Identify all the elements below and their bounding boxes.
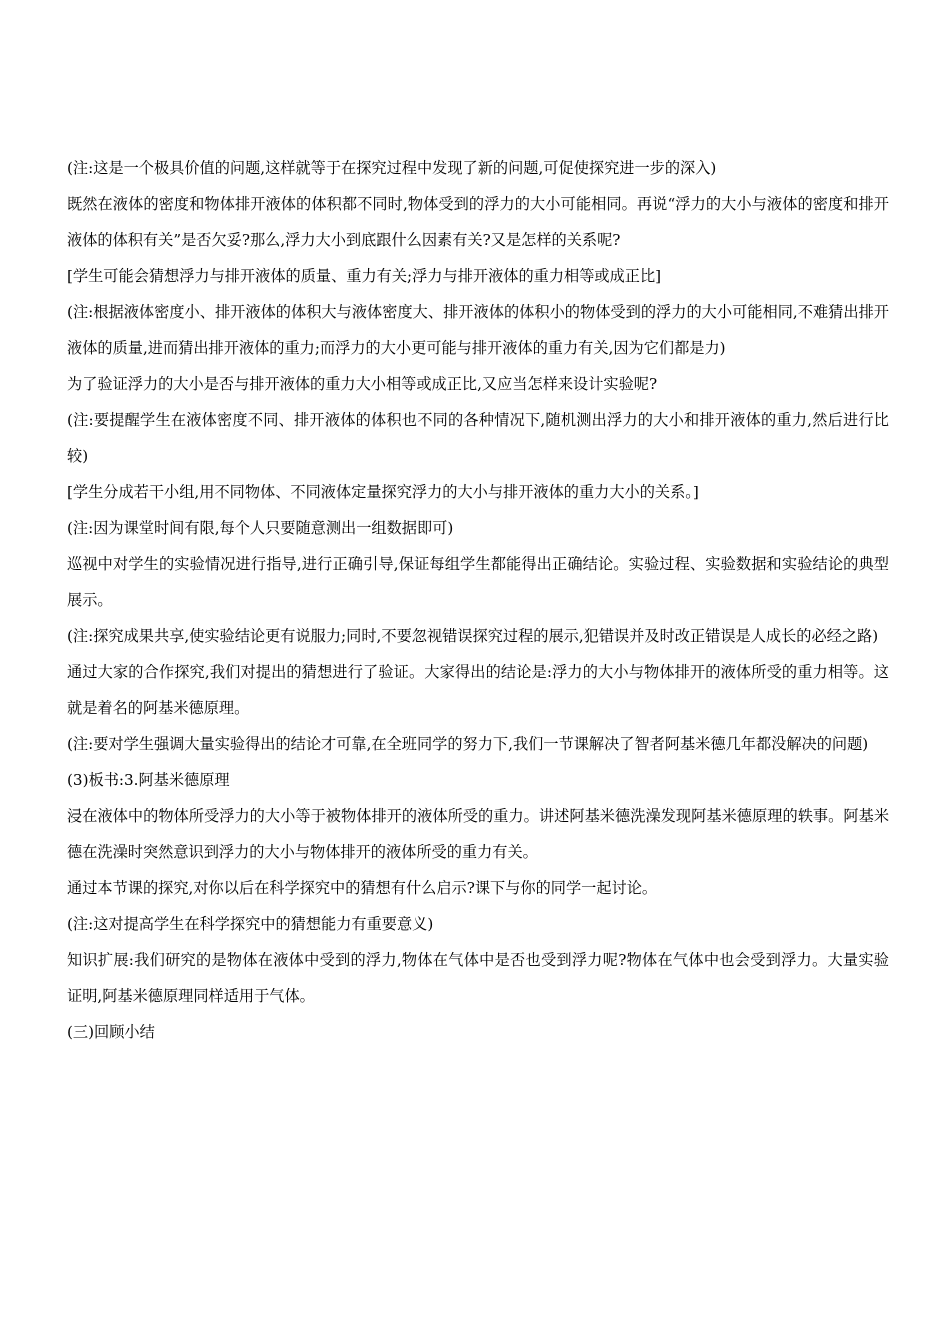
paragraph-patrol-guidance: 巡视中对学生的实验情况进行指导,进行正确引导,保证每组学生都能得出正确结论。实验过程、实验数据和实验结论的典型展示。 bbox=[67, 555, 889, 609]
paragraph-note-time-limited: (注:因为课堂时间有限,每个人只要随意测出一组数据即可) bbox=[67, 519, 454, 537]
paragraph-knowledge-extension: 知识扩展:我们研究的是物体在液体中受到的浮力,物体在气体中是否也受到浮力呢?物体在气体中也会受到浮力。大量实验证明,阿基米德原理同样适用于气体。 bbox=[67, 951, 889, 1005]
paragraph-inspiration-question: 通过本节课的探究,对你以后在科学探究中的猜想有什么启示?课下与你的同学一起讨论。 bbox=[67, 879, 658, 897]
paragraph-blackboard-title: (3)板书:3.阿基米德原理 bbox=[67, 771, 230, 789]
paragraph-note-guess-reason: (注:根据液体密度小、排开液体的体积大与液体密度大、排开液体的体积小的物体受到的浮力的大小可能相同,不难猜出排开液体的质量,进而猜出排开液体的重力;而浮力的大小更可能与排开液体的重力有关,因为它们都是力) bbox=[67, 303, 889, 357]
paragraph-archimedes-principle: 浸在液体中的物体所受浮力的大小等于被物体排开的液体所受的重力。讲述阿基米德洗澡发现阿基米德原理的轶事。阿基米德在洗澡时突然意识到浮力的大小与物体排开的液体所受的重力有关。 bbox=[67, 807, 889, 861]
paragraph-buoyancy-question: 既然在液体的密度和物体排开液体的体积都不同时,物体受到的浮力的大小可能相同。再说“浮力的大小与液体的密度和排开液体的体积有关”是否欠妥?那么,浮力大小到底跟什么因素有关?又是怎样的关系呢? bbox=[67, 195, 889, 249]
paragraph-experiment-design: 为了验证浮力的大小是否与排开液体的重力大小相等或成正比,又应当怎样来设计实验呢? bbox=[67, 375, 658, 393]
paragraph-note-reliable-conclusion: (注:要对学生强调大量实验得出的结论才可靠,在全班同学的努力下,我们一节课解决了智者阿基米德几年都没解决的问题) bbox=[67, 735, 869, 753]
paragraph-conclusion: 通过大家的合作探究,我们对提出的猜想进行了验证。大家得出的结论是:浮力的大小与物体排开的液体所受的重力相等。这就是着名的阿基米德原理。 bbox=[67, 663, 889, 717]
document-body bbox=[67, 150, 889, 1050]
paragraph-note-remind-students: (注:要提醒学生在液体密度不同、排开液体的体积也不同的各种情况下,随机测出浮力的大小和排开液体的重力,然后进行比较) bbox=[67, 411, 889, 465]
paragraph-group-experiment: [学生分成若干小组,用不同物体、不同液体定量探究浮力的大小与排开液体的重力大小的关系。] bbox=[67, 483, 699, 501]
paragraph-note-importance: (注:这对提高学生在科学探究中的猜想能力有重要意义) bbox=[67, 915, 434, 933]
paragraph-review-summary: (三)回顾小结 bbox=[67, 1023, 155, 1041]
paragraph-note-valuable-question: (注:这是一个极具价值的问题,这样就等于在探究过程中发现了新的问题,可促使探究进一步的深入) bbox=[67, 159, 717, 177]
paragraph-student-guess: [学生可能会猜想浮力与排开液体的质量、重力有关;浮力与排开液体的重力相等或成正比] bbox=[67, 267, 662, 285]
paragraph-note-share-results: (注:探究成果共享,使实验结论更有说服力;同时,不要忽视错误探究过程的展示,犯错误并及时改正错误是人成长的必经之路) bbox=[67, 627, 879, 645]
